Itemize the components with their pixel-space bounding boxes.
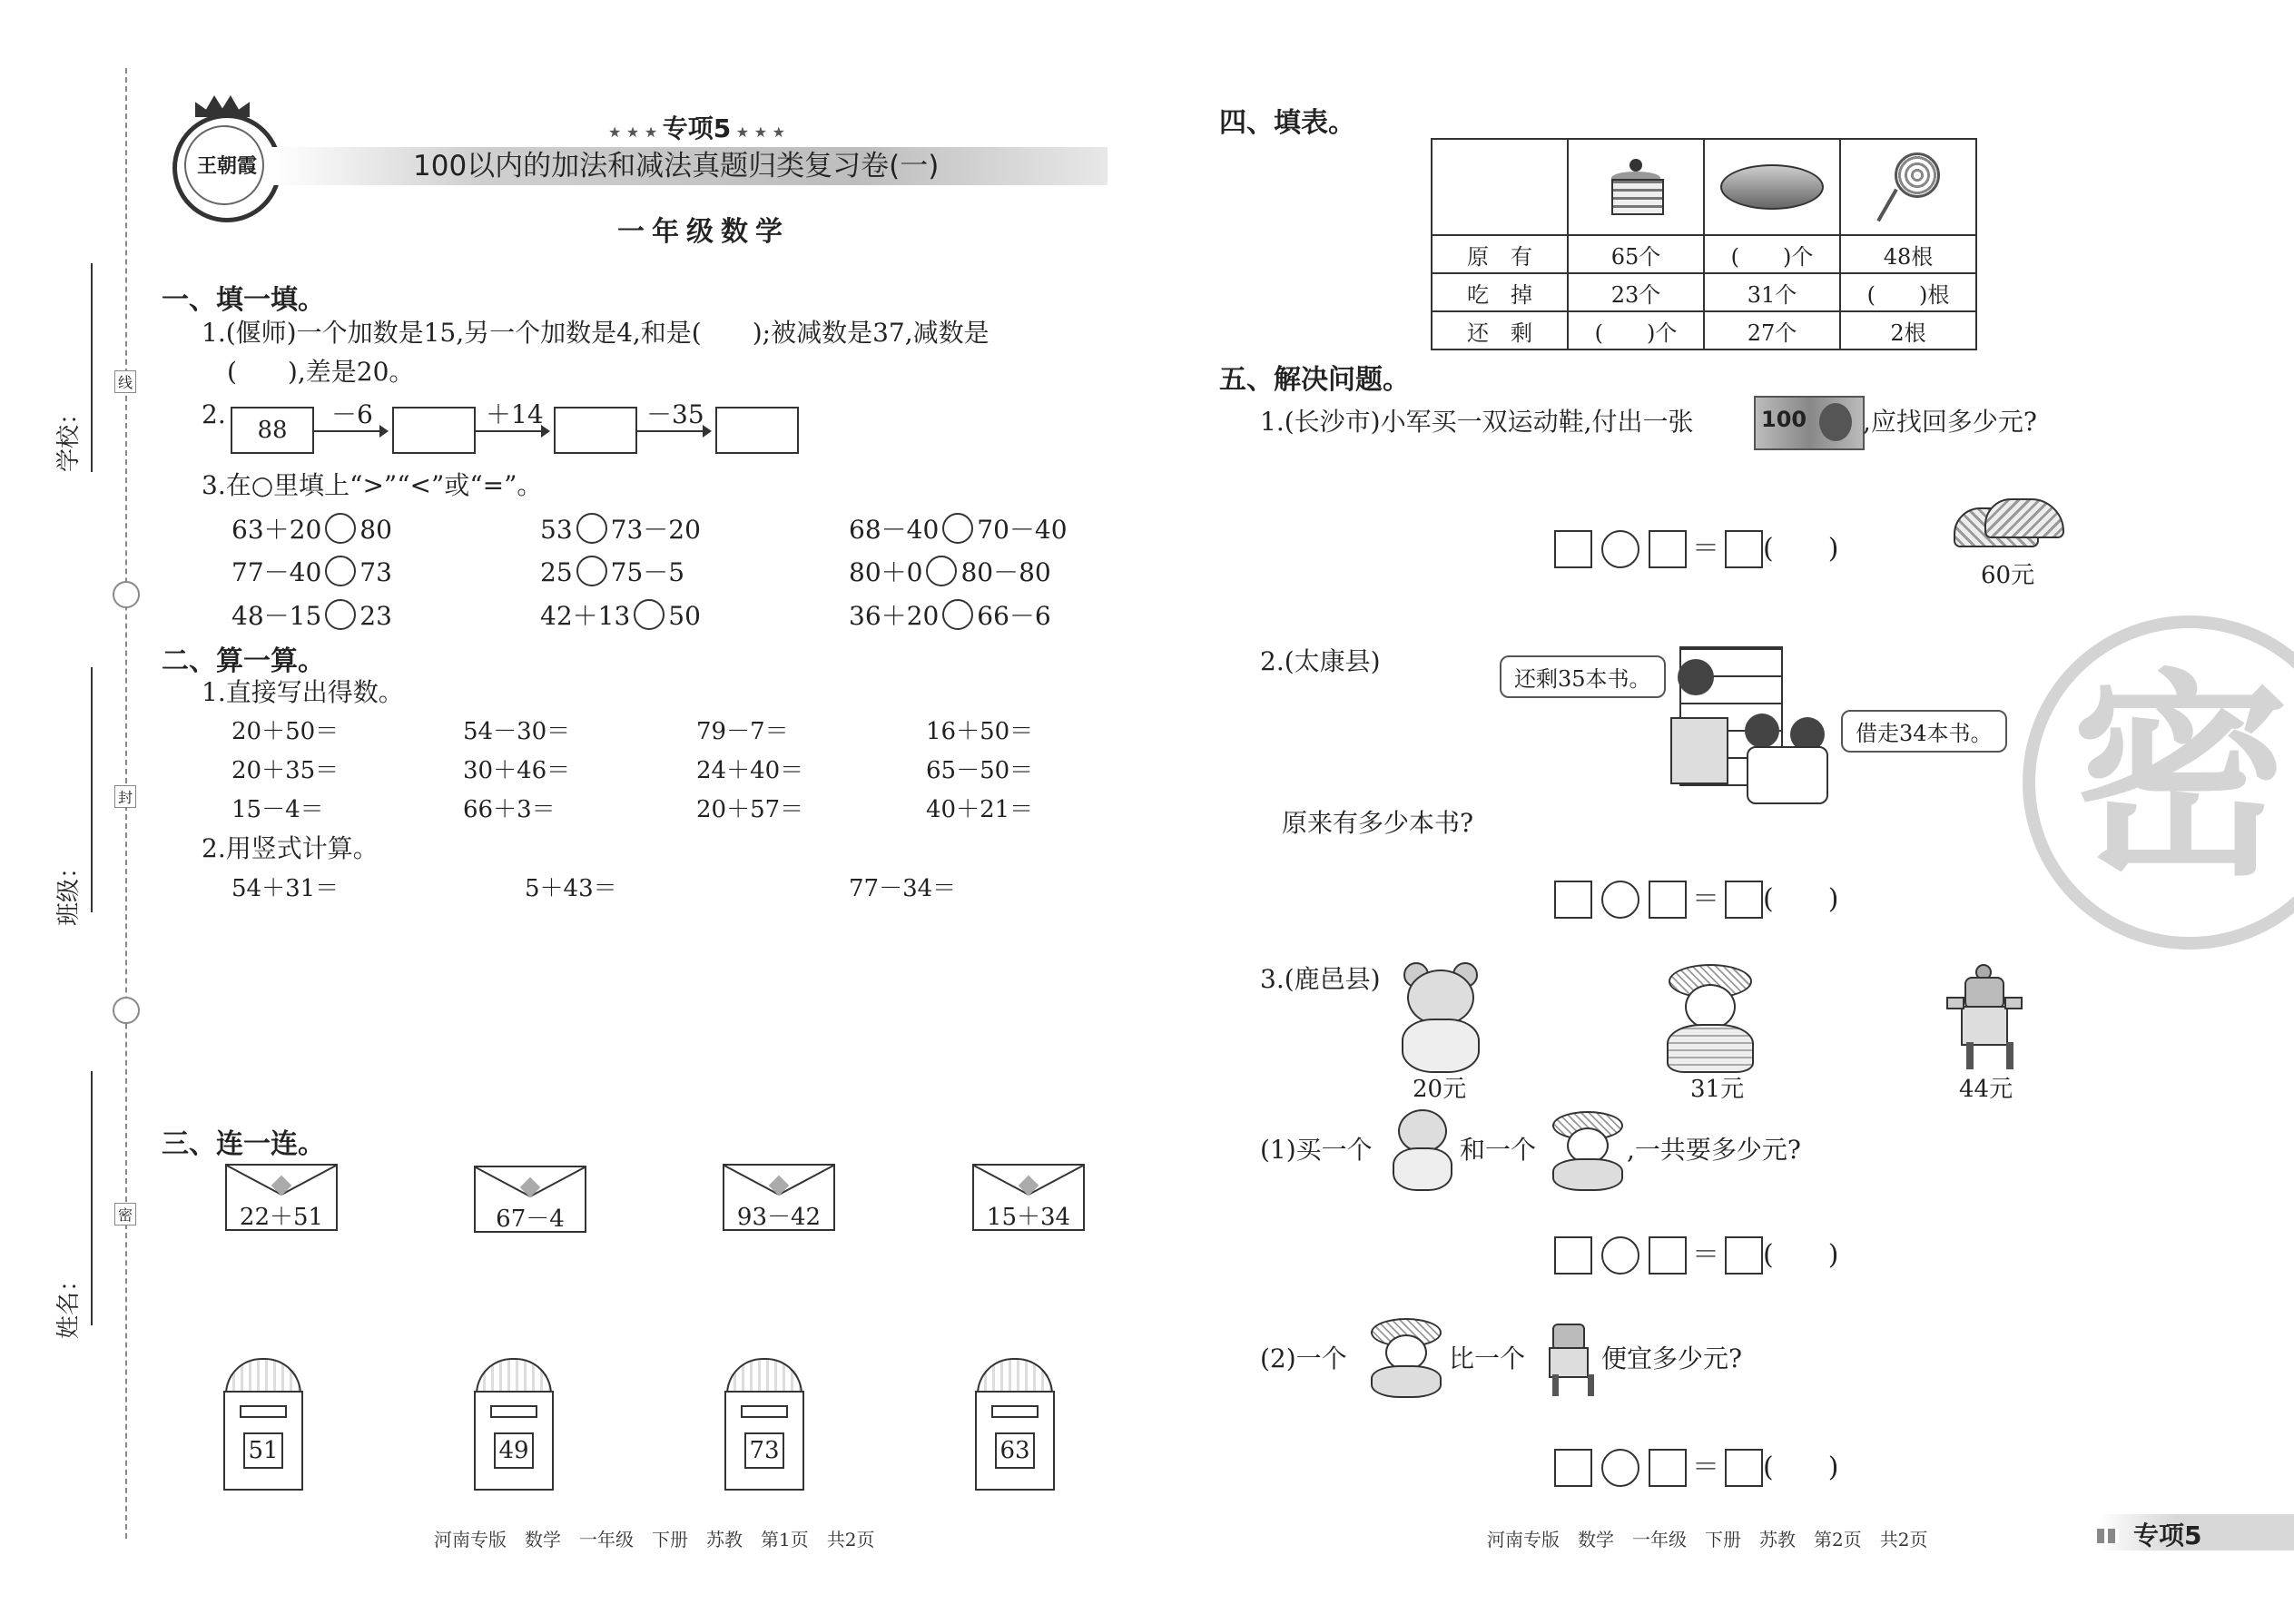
arrow-head-icon <box>703 425 712 438</box>
envelope-label: 15＋34 <box>986 1204 1071 1231</box>
s5-q3-1-c: ,一共要多少元? <box>1627 1135 1801 1165</box>
envelope[interactable] <box>723 1164 835 1231</box>
direct-calc: 24＋40＝ <box>696 757 804 784</box>
compare-item <box>231 556 392 588</box>
equals-sign: ＝ <box>1692 883 1719 915</box>
direct-calc: 16＋50＝ <box>926 718 1034 745</box>
s1-q1-line1: 1.(偃师)一个加数是15,另一个加数是4,和是( );被减数是37,减数是 <box>202 318 989 348</box>
bread-cell <box>1704 139 1840 235</box>
compare-right: 50 <box>668 601 701 631</box>
arrow-head-icon <box>379 425 389 438</box>
robot-arm <box>1946 997 1964 1009</box>
fill-table <box>1431 138 1977 350</box>
shoe-price: 60元 <box>1981 562 2035 589</box>
mark-mi: 密 <box>114 1203 136 1225</box>
robot-body <box>1961 1006 2008 1046</box>
envelope[interactable] <box>474 1166 586 1233</box>
s5-q1-b: ,应找回多少元? <box>1863 407 2037 437</box>
operator-circle[interactable] <box>1601 881 1639 919</box>
unit-paren: ( ) <box>1763 1452 1839 1483</box>
school-label: 学校： <box>55 400 83 472</box>
direct-calc: 79－7＝ <box>696 718 789 745</box>
compare-right: 75－5 <box>610 557 685 587</box>
mailbox-number: 49 <box>494 1432 534 1469</box>
compare-item <box>231 599 392 632</box>
s5-q1-a: 1.(长沙市)小军买一双运动鞋,付出一张 <box>1260 407 1694 437</box>
doll-body <box>1552 1158 1623 1191</box>
s3-heading: 三、连一连。 <box>162 1128 325 1160</box>
doll-body <box>1667 1024 1754 1073</box>
bear-head <box>1407 969 1474 1026</box>
table-cell: 27个 <box>1704 311 1840 349</box>
school-blank <box>91 263 93 472</box>
unit-paren: ( ) <box>1763 533 1839 565</box>
mailbox[interactable] <box>474 1358 554 1494</box>
banknote-icon <box>1754 396 1865 450</box>
s1-q1-line2: ( ),差是20。 <box>227 357 415 387</box>
bear-body <box>1402 1019 1480 1073</box>
compare-circle[interactable] <box>325 556 356 586</box>
operator-circle[interactable] <box>1601 1236 1639 1275</box>
mark-xian: 线 <box>114 370 136 393</box>
mailbox-dome <box>476 1358 552 1394</box>
logo-crown <box>195 95 250 117</box>
s5-heading: 五、解决问题。 <box>1219 364 1410 396</box>
equals-sign: ＝ <box>1692 1452 1719 1483</box>
price-doll: 31元 <box>1690 1076 1745 1103</box>
table-row <box>1432 273 1976 311</box>
doll-small-icon <box>1549 1111 1623 1189</box>
scissors-icon <box>113 997 140 1024</box>
direct-calc: 20＋50＝ <box>231 718 340 745</box>
stars-right: ★ ★ ★ <box>731 123 785 141</box>
mailbox-dome <box>726 1358 802 1394</box>
chain-arrow-3 <box>637 430 706 432</box>
footer-right: 河南专版 数学 一年级 下册 苏教 第2页 共2页 <box>1487 1529 1928 1550</box>
name-blank <box>91 1071 93 1325</box>
arrow-head-icon <box>541 425 550 438</box>
mailbox-dome <box>225 1358 301 1394</box>
compare-item <box>540 556 684 588</box>
s5-q3-1-b: 和一个 <box>1460 1135 1537 1165</box>
answer-box[interactable] <box>1554 1449 1592 1487</box>
mailbox-number: 63 <box>995 1432 1035 1469</box>
s1-q3: 3.在○里填上“>”“<”或“=”。 <box>202 470 543 500</box>
compare-left: 53 <box>540 515 573 545</box>
class-label: 班级： <box>55 854 83 926</box>
direct-calc: 40＋21＝ <box>926 796 1034 823</box>
answer-box[interactable] <box>1554 1236 1592 1275</box>
direct-calc: 66＋3＝ <box>463 796 556 823</box>
mailbox-dome <box>977 1358 1053 1394</box>
envelope-label: 22＋51 <box>239 1204 324 1231</box>
answer-box[interactable] <box>1649 1449 1687 1487</box>
stars-left: ★ ★ ★ <box>608 123 663 141</box>
class-blank <box>91 667 93 912</box>
lollipop-candy <box>1895 153 1940 198</box>
mailbox-slot <box>490 1405 537 1418</box>
compare-right: 23 <box>359 601 392 631</box>
s5-q3: 3.(鹿邑县) <box>1260 964 1381 994</box>
logo-text: 王朝霞 <box>196 155 257 178</box>
table-cell: 31个 <box>1704 273 1840 311</box>
compare-item <box>231 513 392 546</box>
equals-sign: ＝ <box>1692 533 1719 565</box>
answer-box[interactable] <box>1725 1236 1763 1275</box>
compare-circle[interactable] <box>325 513 356 544</box>
table-cell: 23个 <box>1568 273 1704 311</box>
compare-left: 48－15 <box>231 601 322 631</box>
chain-op-3: －35 <box>646 399 704 429</box>
compare-item <box>540 599 701 632</box>
compare-right: 66－6 <box>977 601 1051 631</box>
mailbox[interactable] <box>223 1358 303 1494</box>
compare-circle[interactable] <box>942 599 973 630</box>
compare-circle[interactable] <box>634 599 665 630</box>
chain-box-3[interactable] <box>715 407 799 454</box>
vertical-calc: 54＋31＝ <box>231 875 340 902</box>
bear-small-icon <box>1389 1109 1452 1189</box>
table-cell[interactable]: ( )个 <box>1704 235 1840 273</box>
compare-left: 36＋20 <box>849 601 940 631</box>
table-row <box>1432 139 1976 235</box>
robot-legs <box>1966 1042 2013 1069</box>
scissors-icon <box>113 581 140 608</box>
lollipop-cell <box>1840 139 1976 235</box>
doll-small-icon <box>1367 1318 1442 1396</box>
doll-icon <box>1663 964 1754 1071</box>
compare-right: 70－40 <box>977 515 1068 545</box>
robot-body <box>1549 1347 1589 1378</box>
compare-right: 73 <box>359 557 392 587</box>
cake-body <box>1611 179 1664 215</box>
robot-legs <box>1552 1374 1594 1396</box>
direct-calc: 65－50＝ <box>926 757 1034 784</box>
operator-circle[interactable] <box>1601 1449 1639 1487</box>
corner-squares <box>2097 1529 2119 1543</box>
chain-box-1[interactable] <box>392 407 476 454</box>
direct-calc: 54－30＝ <box>463 718 571 745</box>
chain-arrow-2 <box>476 430 545 432</box>
special-tag <box>608 109 785 145</box>
chain-op-1: －6 <box>331 399 373 429</box>
s2-q1: 1.直接写出得数。 <box>202 677 404 707</box>
unit-paren: ( ) <box>1763 883 1839 915</box>
special-label: 专项5 <box>662 113 732 143</box>
speech-bubble-left: 还剩35本书。 <box>1500 655 1666 698</box>
table-cell[interactable]: ( )个 <box>1568 311 1704 349</box>
shoe-right <box>1984 498 2064 538</box>
chain-start-value: 88 <box>257 417 288 444</box>
doll-face <box>1685 984 1736 1029</box>
robot-icon <box>1946 964 2019 1071</box>
table-cell: 65个 <box>1568 235 1704 273</box>
compare-circle[interactable] <box>942 513 973 544</box>
compare-circle[interactable] <box>926 556 957 586</box>
compare-left: 42＋13 <box>540 601 631 631</box>
mark-feng: 封 <box>114 785 136 808</box>
s5-q3-2-c: 便宜多少元? <box>1601 1343 1743 1373</box>
speech-bubble-right: 借走34本书。 <box>1841 710 2007 753</box>
envelope[interactable] <box>972 1164 1085 1231</box>
s5-q3-1-a: (1)买一个 <box>1260 1135 1373 1165</box>
cake-cell <box>1568 139 1704 235</box>
mailbox-slot <box>741 1405 788 1418</box>
banknote-value: 100 <box>1761 407 1807 432</box>
answer-box[interactable] <box>1554 881 1592 919</box>
s2-heading: 二、算一算。 <box>162 645 325 677</box>
mailbox-slot <box>991 1405 1039 1418</box>
compare-left: 68－40 <box>849 515 940 545</box>
table-cell[interactable]: ( )根 <box>1840 273 1976 311</box>
compare-right: 80－80 <box>960 557 1051 587</box>
bear-head <box>1398 1109 1447 1153</box>
lollipop-icon <box>1876 151 1940 223</box>
table-cell: 48根 <box>1840 235 1976 273</box>
s5-q3-2-a: (2)一个 <box>1260 1343 1347 1373</box>
operator-circle[interactable] <box>1601 530 1639 568</box>
shoe-icon <box>1954 495 2063 549</box>
chain-box-2[interactable] <box>554 407 637 454</box>
page-title: 100以内的加法和减法真题归类复习卷(一) <box>413 150 940 182</box>
equation-row <box>1554 1235 1838 1275</box>
girl-icon <box>1678 659 1714 695</box>
table-cell: 2根 <box>1840 311 1976 349</box>
equation-row <box>1554 1447 1838 1488</box>
bear-icon <box>1398 962 1480 1071</box>
robot-arm <box>2004 997 2023 1009</box>
row-label: 原 有 <box>1432 235 1568 273</box>
kid-icon <box>1745 714 1779 748</box>
envelope-label: 67－4 <box>496 1206 565 1233</box>
chain-arrow-1 <box>314 430 383 432</box>
mailbox[interactable] <box>975 1358 1055 1494</box>
mailbox-number: 73 <box>744 1432 784 1469</box>
logo <box>172 113 281 222</box>
compare-left: 63＋20 <box>231 515 322 545</box>
corner-tag: 专项5 <box>2133 1521 2202 1550</box>
unit-paren: ( ) <box>1763 1239 1839 1271</box>
lollipop-stick <box>1876 189 1897 222</box>
name-label: 姓名： <box>55 1267 83 1339</box>
answer-box[interactable] <box>1725 1449 1763 1487</box>
bear-body <box>1393 1147 1452 1191</box>
table-corner <box>1432 139 1568 235</box>
vertical-calc: 77－34＝ <box>849 875 957 902</box>
answer-box[interactable] <box>1725 881 1763 919</box>
mailbox-slot <box>240 1405 287 1418</box>
compare-circle[interactable] <box>325 599 356 630</box>
equation-row <box>1554 528 1838 569</box>
table-row <box>1432 235 1976 273</box>
direct-calc: 20＋57＝ <box>696 796 804 823</box>
equals-sign: ＝ <box>1692 1239 1719 1271</box>
direct-calc: 20＋35＝ <box>231 757 340 784</box>
mailbox[interactable] <box>724 1358 804 1494</box>
s5-q3-2-b: 比一个 <box>1449 1343 1526 1373</box>
stool-icon <box>1670 717 1728 784</box>
chain-op-2: ＋14 <box>486 399 544 429</box>
s1-q2-label: 2. <box>202 399 226 429</box>
direct-calc: 15－4＝ <box>231 796 324 823</box>
s2-q2: 2.用竖式计算。 <box>202 833 379 863</box>
answer-box[interactable] <box>1649 530 1687 568</box>
equation-row <box>1554 879 1838 920</box>
compare-circle[interactable] <box>576 513 607 544</box>
chain-box-start <box>231 407 314 454</box>
compare-left: 25 <box>540 557 573 587</box>
watermark <box>2023 615 2294 950</box>
compare-left: 77－40 <box>231 557 322 587</box>
direct-calc: 30＋46＝ <box>463 757 571 784</box>
mailbox-number: 51 <box>243 1432 283 1469</box>
compare-item <box>849 513 1068 546</box>
envelope[interactable] <box>225 1164 338 1231</box>
doll-body <box>1371 1365 1442 1398</box>
compare-circle[interactable] <box>576 556 607 586</box>
footer-left: 河南专版 数学 一年级 下册 苏教 第1页 共2页 <box>434 1529 875 1550</box>
cherry <box>1629 159 1642 172</box>
portrait <box>1819 403 1852 441</box>
compare-right: 73－20 <box>610 515 701 545</box>
watermark-char: 密 <box>2072 651 2290 905</box>
row-label: 还 剩 <box>1432 311 1568 349</box>
kid-body <box>1747 746 1828 804</box>
robot-head <box>1964 977 2004 1009</box>
cake-icon <box>1604 155 1668 219</box>
compare-item <box>849 556 1051 588</box>
answer-box[interactable] <box>1649 881 1687 919</box>
row-label: 吃 掉 <box>1432 273 1568 311</box>
vertical-calc: 5＋43＝ <box>525 875 617 902</box>
answer-box[interactable] <box>1725 530 1763 568</box>
bread-icon <box>1720 164 1824 210</box>
s5-q2: 2.(太康县) <box>1260 646 1381 676</box>
table-row <box>1432 311 1976 349</box>
page-subtitle: 一年级数学 <box>617 216 790 248</box>
robot-small-icon <box>1540 1318 1594 1398</box>
s5-q2-ask: 原来有多少本书? <box>1282 808 1474 838</box>
answer-box[interactable] <box>1554 530 1592 568</box>
compare-left: 80＋0 <box>849 557 923 587</box>
compare-item <box>849 599 1051 632</box>
answer-box[interactable] <box>1649 1236 1687 1275</box>
compare-item <box>540 513 701 546</box>
s4-heading: 四、填表。 <box>1219 107 1355 139</box>
envelope-label: 93－42 <box>736 1204 822 1231</box>
s1-heading: 一、填一填。 <box>162 284 325 316</box>
price-bear: 20元 <box>1413 1076 1467 1103</box>
price-robot: 44元 <box>1959 1076 2013 1103</box>
compare-right: 80 <box>359 515 392 545</box>
